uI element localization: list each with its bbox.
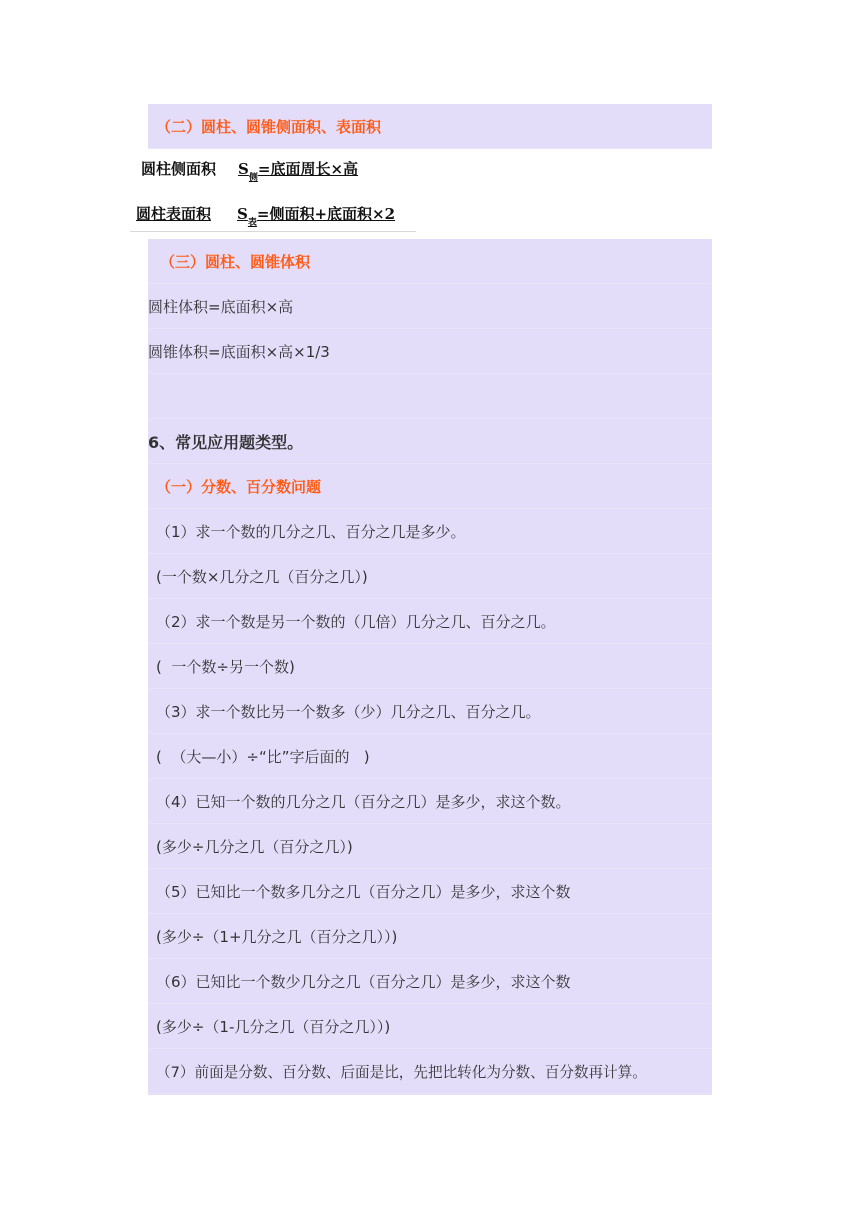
text-line: （3）求一个数比另一个数多（少）几分之几、百分之几。 [148, 689, 712, 734]
text-line: (多少÷（1-几分之几（百分之几））) [148, 1004, 712, 1049]
formula-symbol: S [237, 205, 248, 223]
formula-surface-area [136, 203, 396, 228]
text-line: ( 一个数÷另一个数) [148, 644, 712, 689]
formula-expression: =底面周长×高 [257, 160, 359, 178]
topic-heading: 6、常见应用题类型。 [148, 419, 712, 464]
formula-subscript: 侧 [248, 173, 258, 183]
blank-line [148, 374, 712, 419]
formula-name: 圆柱表面积 [136, 205, 212, 223]
text-line: （5）已知比一个数多几分之几（百分之几）是多少，求这个数 [148, 869, 712, 914]
text-line: 圆柱体积=底面积×高 [148, 284, 712, 329]
text-line: 圆锥体积=底面积×高×1/3 [148, 329, 712, 374]
section-heading-area: （二）圆柱、圆锥侧面积、表面积 [148, 104, 712, 149]
formula-symbol: S [238, 160, 249, 178]
text-line: (多少÷几分之几（百分之几）) [148, 824, 712, 869]
formula-name: 圆柱侧面积 [141, 160, 217, 178]
text-line: (一个数×几分之几（百分之几）) [148, 554, 712, 599]
text-line: （2）求一个数是另一个数的（几倍）几分之几、百分之几。 [148, 599, 712, 644]
formula-image [130, 149, 416, 232]
text-line: （1）求一个数的几分之几、百分之几是多少。 [148, 509, 712, 554]
text-line: (多少÷（1+几分之几（百分之几））) [148, 914, 712, 959]
text-line: （4）已知一个数的几分之几（百分之几）是多少，求这个数。 [148, 779, 712, 824]
text-line: （7）前面是分数、百分数、后面是比，先把比转化为分数、百分数再计算。 [148, 1049, 712, 1094]
formula-subscript: 表 [247, 218, 257, 228]
section-heading-fraction: （一）分数、百分数问题 [148, 464, 712, 509]
formula-lateral-area [141, 158, 359, 183]
text-line: （6）已知比一个数少几分之几（百分之几）是多少，求这个数 [148, 959, 712, 1004]
text-line: ( （大—小）÷“比”字后面的 ) [148, 734, 712, 779]
formula-expression: =侧面积+底面积×2 [256, 205, 396, 223]
section-heading-volume: （三）圆柱、圆锥体积 [148, 239, 712, 284]
